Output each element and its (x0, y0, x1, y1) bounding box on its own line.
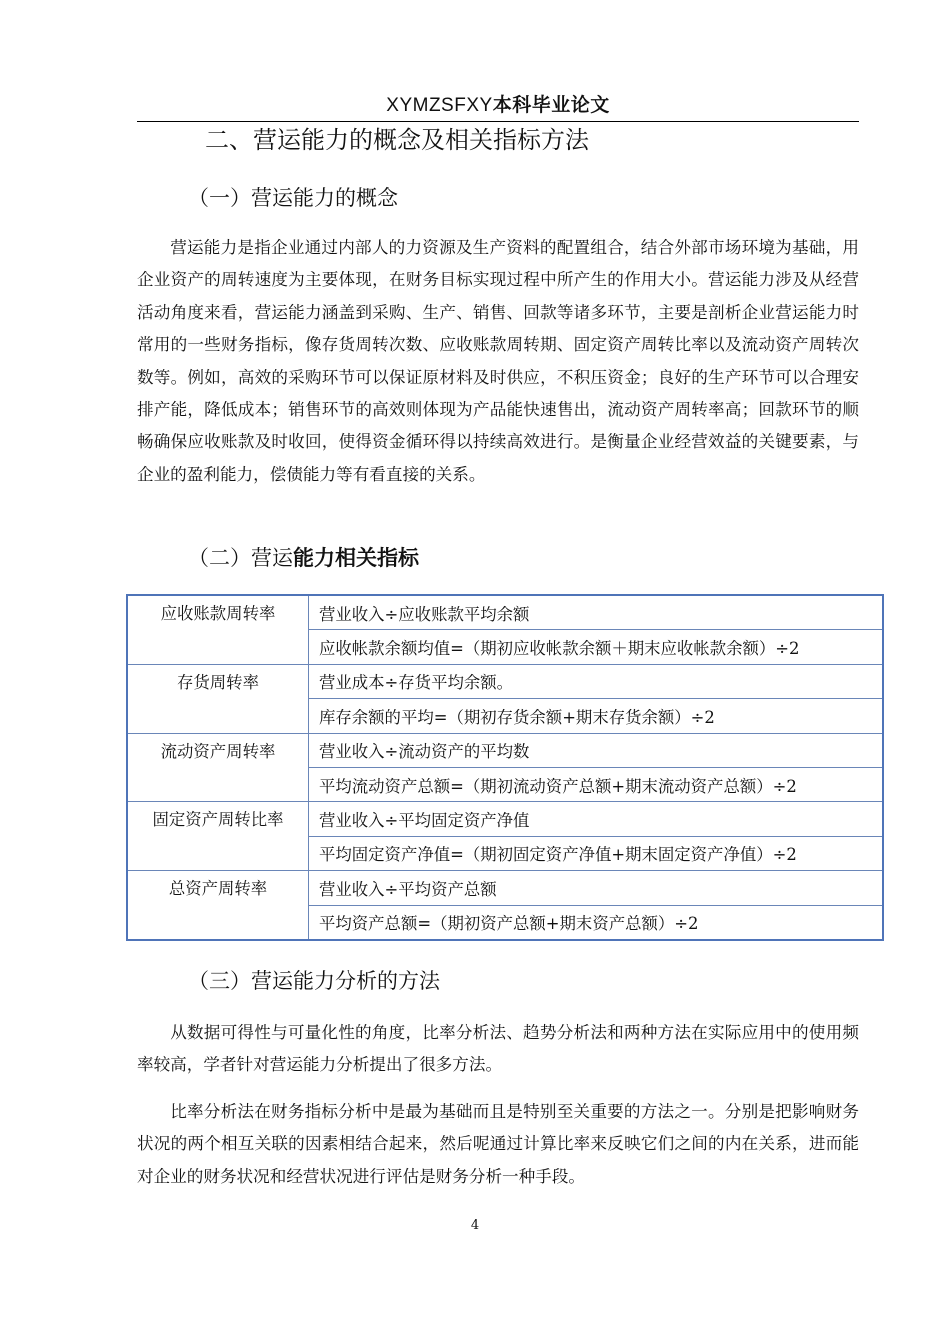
metric-formula: 营业成本÷存货平均余额。 (309, 664, 884, 698)
metric-formula: 营业收入÷流动资产的平均数 (309, 733, 884, 767)
table-row (127, 733, 883, 767)
page-header (137, 92, 859, 119)
header-rule (137, 121, 859, 122)
metric-name: 应收账款周转率 (127, 595, 309, 664)
paragraph-ratio-analysis: 比率分析法在财务指标分析中是最为基础而且是特别至关重要的方法之一。分别是把影响财务状况的两个相互关联的因素相结合起来，然后呢通过计算比率来反映它们之间的内在关系，进而能对企业的财务状况和经营状况进行评估是财务分析一种手段。 (137, 1102, 859, 1186)
header-thesis-label: 本科毕业论文 (492, 94, 610, 116)
subsection-2-title-plain: （二）营运 (188, 546, 293, 570)
subsection-2-title-bold: 能力相关指标 (293, 546, 419, 570)
page-number: 4 (470, 1218, 480, 1233)
metrics-table (126, 594, 884, 941)
metric-name: 固定资产周转比率 (127, 802, 309, 871)
table-row (127, 664, 883, 698)
table-row (127, 595, 883, 630)
metric-name: 存货周转率 (127, 664, 309, 733)
metric-note: 应收帐款余额均值=（期初应收帐款余额＋期末应收帐款余额）÷2 (309, 630, 884, 664)
paragraph-methods-intro: 从数据可得性与可量化性的角度，比率分析法、趋势分析法和两种方法在实际应用中的使用频率较高，学者针对营运能力分析提出了很多方法。 (137, 1023, 859, 1075)
metric-formula: 营业收入÷平均资产总额 (309, 871, 884, 905)
metric-note: 库存余额的平均=（期初存货余额+期末存货余额）÷2 (309, 699, 884, 733)
table-row (127, 802, 883, 836)
section-title: 二、营运能力的概念及相关指标方法 (205, 126, 589, 154)
subsection-3-title: （三）营运能力分析的方法 (188, 969, 440, 993)
metric-name: 总资产周转率 (127, 871, 309, 940)
metric-formula: 营业收入÷应收账款平均余额 (309, 595, 884, 630)
metric-formula: 营业收入÷平均固定资产净值 (309, 802, 884, 836)
metric-note: 平均流动资产总额=（期初流动资产总额+期末流动资产总额）÷2 (309, 767, 884, 801)
header-school-code: XYMZSFXY (386, 95, 493, 116)
subsection-2-title (188, 543, 419, 573)
metric-note: 平均固定资产净值=（期初固定资产净值+期末固定资产净值）÷2 (309, 836, 884, 870)
paragraph-concept: 营运能力是指企业通过内部人的力资源及生产资料的配置组合，结合外部市场环境为基础，用企业资产的周转速度为主要体现，在财务目标实现过程中所产生的作用大小。营运能力涉及从经营活动角度来看，营运能力涵盖到采购、生产、销售、回款等诸多环节，主要是剖析企业营运能力时常用的一些财务指标，像存货周转次数、应收账款周转期、固定资产周转比率以及流动资产周转次数等。例如，高效的采购环节可以保证原材料及时供应，不积压资金；良好的生产环节可以合理安排产能，降低成本；销售环节的高效则体现为产品能快速售出，流动资产周转率高；回款环节的顺畅确保应收账款及时收回，使得资金循环得以持续高效进行。是衡量企业经营效益的关键要素，与企业的盈利能力，偿债能力等有看直接的关系。 (137, 238, 859, 484)
metric-note: 平均资产总额=（期初资产总额+期末资产总额）÷2 (309, 905, 884, 940)
metric-name: 流动资产周转率 (127, 733, 309, 802)
subsection-1-title: （一）营运能力的概念 (188, 186, 398, 210)
table-row (127, 871, 883, 905)
